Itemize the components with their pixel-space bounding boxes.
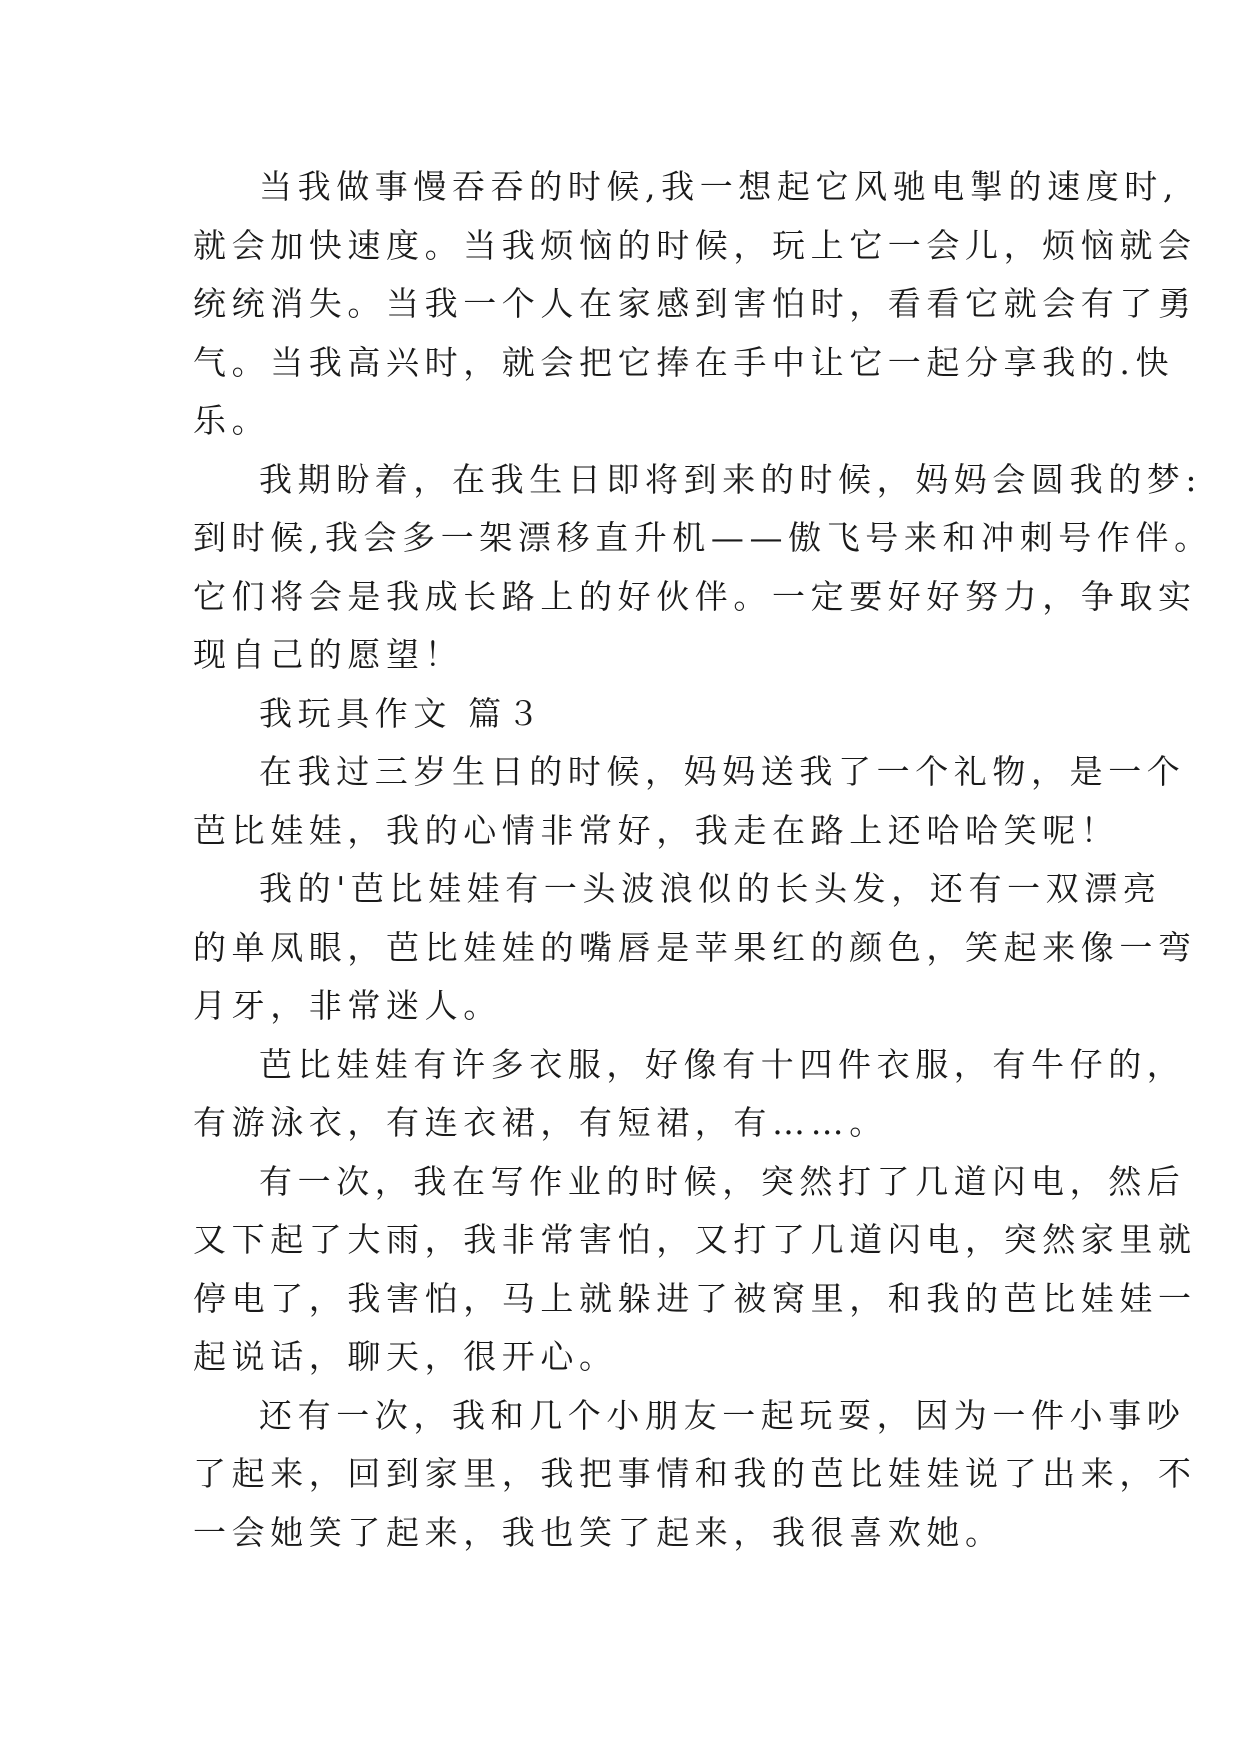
paragraph-line: 芭比娃娃有许多衣服，好像有十四件衣服，有牛仔的，: [259, 1044, 1186, 1084]
paragraph-line: 它们将会是我成长路上的好伙伴。一定要好好努力，争取实: [193, 576, 1197, 616]
paragraph-line: 芭比娃娃，我的心情非常好，我走在路上还哈哈笑呢！: [193, 810, 1120, 850]
paragraph-6: [193, 1153, 1197, 1387]
paragraph-line: 现自己的愿望！: [193, 635, 464, 674]
paragraph-5: [193, 1036, 1186, 1153]
paragraph-line: 气。当我高兴时，就会把它捧在手中让它一起分享我的.快: [193, 342, 1175, 382]
paragraph-line: 到时候,我会多一架漂移直升机——傲飞号来和冲刺号作伴。: [193, 518, 1213, 557]
paragraph-line: 就会加快速度。当我烦恼的时候，玩上它一会儿，烦恼就会: [193, 225, 1197, 265]
document-body: [193, 158, 1213, 1562]
paragraph-line: 统统消失。当我一个人在家感到害怕时，看看它就会有了勇: [193, 284, 1197, 323]
section-heading: [193, 685, 1073, 744]
paragraph-line: 了起来，回到家里，我把事情和我的芭比娃娃说了出来，不: [193, 1454, 1197, 1493]
section-title: 我玩具作文 篇３: [259, 693, 546, 733]
paragraph-line: 有一次，我在写作业的时候，突然打了几道闪电，然后: [259, 1161, 1186, 1201]
paragraph-7: [193, 1387, 1197, 1563]
paragraph-line: 又下起了大雨，我非常害怕，又打了几道闪电，突然家里就: [193, 1220, 1197, 1259]
paragraph-line: 我期盼着，在我生日即将到来的时候，妈妈会圆我的梦:: [259, 459, 1203, 499]
paragraph-line: 我的'芭比娃娃有一头波浪似的长头发，还有一双漂亮: [259, 869, 1162, 908]
paragraph-4: [193, 860, 1197, 1036]
paragraph-line: 的单凤眼，芭比娃娃的嘴唇是苹果红的颜色，笑起来像一弯: [193, 927, 1197, 967]
paragraph-line: 停电了，我害怕，马上就躲进了被窝里，和我的芭比娃娃一: [193, 1278, 1197, 1318]
paragraph-line: 一会她笑了起来，我也笑了起来，我很喜欢她。: [193, 1512, 1004, 1552]
paragraph-line: 在我过三岁生日的时候，妈妈送我了一个礼物，是一个: [259, 752, 1186, 791]
paragraph-line: 乐。: [193, 401, 271, 440]
paragraph-3: [193, 743, 1186, 860]
paragraph-line: 还有一次，我和几个小朋友一起玩耍，因为一件小事吵: [259, 1395, 1186, 1435]
paragraph-1: [193, 158, 1197, 451]
paragraph-line: 当我做事慢吞吞的时候,我一想起它风驰电掣的速度时,: [259, 167, 1179, 206]
paragraph-line: 起说话，聊天，很开心。: [193, 1337, 618, 1376]
paragraph-2: [193, 451, 1213, 685]
paragraph-line: 有游泳衣，有连衣裙，有短裙，有……。: [193, 1103, 888, 1142]
paragraph-line: 月牙，非常迷人。: [193, 986, 502, 1025]
